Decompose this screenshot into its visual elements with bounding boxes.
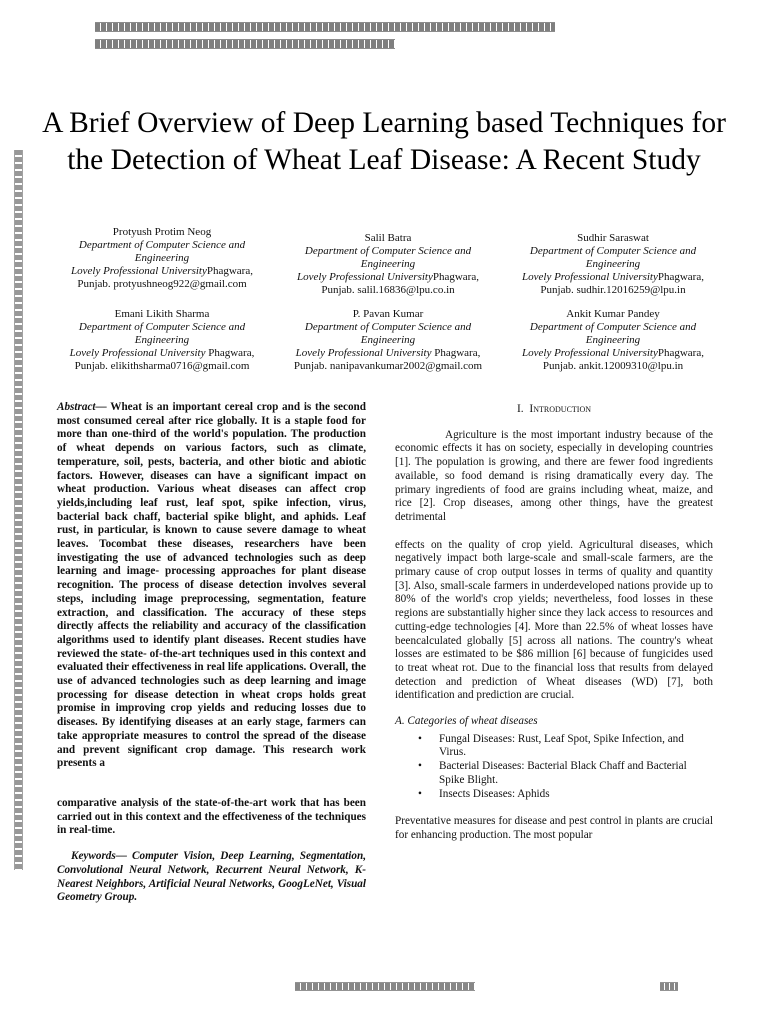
author-univ-line	[503, 347, 723, 360]
author-card	[278, 308, 498, 373]
abstract	[57, 401, 366, 771]
author-univ: Lovely Professional University	[71, 265, 207, 277]
right-column	[395, 403, 713, 843]
author-card	[503, 308, 723, 373]
list-item: • Fungal Diseases: Rust, Leaf Spot, Spike Infection, and Virus.	[437, 733, 713, 760]
keywords: Keywords— Computer Vision, Deep Learning, Segmentation, Convolutional Neural Network, Recurrent Neural Network, K-Nearest Neighbors, Artificial Neural Networks, GoogLeNet, Visual Geometry Group.	[57, 850, 366, 904]
author-contact: Punjab. elikithsharma0716@gmail.com	[74, 360, 250, 372]
section-title: Introduction	[529, 403, 592, 415]
author-contact: Punjab. ankit.12009310@lpu.in	[542, 360, 684, 372]
author-univ-line	[278, 347, 498, 360]
abstract-body: Wheat is an important cereal crop and is the second most consumed cereal after rice globally. It is a staple food for more than one-third of the world's population. The production of wheat depends on various factors, such as climate, temperature, soil, pests, bacteria, and other biotic and abiotic factors. However, diseases can have a significant impact on wheat production. Various wheat diseases can affect crop yields,including leaf rust, leaf spot, spike infection, virus, bacterial back chaff, bacterial spike blight, and aphids. Leaf rust, in particular, is known to cause severe damage to wheat leaves. Tocombat these diseases, researchers have been investigating the use of advanced technologies such as deep learning and image- processing approaches for plant disease recognition. The process of disease detection involves several steps, including image preprocessing, segmentation, feature extraction, and classification. The accuracy of these steps directly affects the reliability and accuracy of the classification algorithms used to identify plant diseases. Recent studies have reviewed the state- of-the-art techniques used in this context and evaluated their effectiveness in real life applications. Overall, the use of advanced technologies such as deep learning and image processing for disease detection in wheat crops holds great promise in improving crop yields and reducing losses due to diseases. By identifying diseases at an early stage, farmers can take appropriate measures to control the spread of the disease and prevent significant crop damage. This research work presents a	[57, 401, 366, 770]
author-contact: Punjab. sudhir.12016259@lpu.in	[540, 284, 686, 296]
author-name: Salil Batra	[364, 232, 412, 244]
footer-garbled-text	[295, 982, 475, 991]
author-name: P. Pavan Kumar	[352, 308, 424, 320]
author-dept: Department of Computer Science and Engineering	[529, 245, 697, 270]
author-card	[503, 232, 723, 297]
header-garbled-text	[95, 22, 565, 56]
abstract-lead: Abstract—	[57, 401, 107, 413]
author-contact: Punjab. salil.16836@lpu.co.in	[321, 284, 455, 296]
author-name: Ankit Kumar Pandey	[566, 308, 660, 320]
author-univ-line	[52, 347, 272, 360]
author-name: Sudhir Saraswat	[577, 232, 649, 244]
author-dept: Department of Computer Science and Engineering	[304, 245, 472, 270]
list-item: • Bacterial Diseases: Bacterial Black Chaff and Bacterial Spike Blight.	[437, 760, 713, 787]
author-contact: Punjab. nanipavankumar2002@gmail.com	[293, 360, 483, 372]
author-contact: Punjab. protyushneog922@gmail.com	[77, 278, 247, 290]
author-place: Phagwara,	[431, 347, 481, 359]
author-name: Protyush Protim Neog	[112, 226, 212, 238]
section-number: I.	[516, 403, 524, 415]
author-dept: Department of Computer Science and Engineering	[78, 321, 246, 346]
author-place: Phagwara,	[432, 271, 479, 283]
subsection-heading: A. Categories of wheat diseases	[395, 715, 538, 728]
header-line	[95, 39, 395, 49]
page-number-garbled	[660, 982, 678, 991]
author-dept: Department of Computer Science and Engineering	[529, 321, 697, 346]
author-card	[52, 308, 272, 373]
author-dept: Department of Computer Science and Engineering	[304, 321, 472, 346]
intro-paragraph-2: effects on the quality of crop yield. Agricultural diseases, which negatively impact both large-scale and small-scale farmers, are the primary cause of crop output losses in terms of quality and quantity [3]. Also, small-scale farmers in underdeveloped nations provide up to 80% of the world's crop yields; nevertheless, food losses in these regions are substantially higher since they lack access to resources and cutting-edge technologies [4]. More than 22.5% of wheat losses have beencalculated globally [5] across all nations. The country's wheat losses are estimated to be $86 million [6] because of fungicides used to treat wheat rot. Due to the financial loss that results from delayed detection and prediction of Wheat diseases (WD) [7], both identification and prediction are crucial.	[395, 538, 713, 702]
author-place: Phagwara,	[205, 347, 255, 359]
author-place: Phagwara,	[657, 271, 704, 283]
section-heading	[395, 403, 713, 417]
author-univ: Lovely Professional University	[522, 347, 658, 359]
author-place: Phagwara,	[206, 265, 253, 277]
disease-list	[395, 733, 713, 802]
intro-paragraph-3: Preventative measures for disease and pest control in plants are crucial for enhancing production. The most popular	[395, 815, 713, 841]
author-univ-line	[52, 265, 272, 278]
paper-title: A Brief Overview of Deep Learning based Techniques for the Detection of Wheat Leaf Disease: A Recent Study	[42, 107, 726, 176]
list-item: • Insects Diseases: Aphids	[437, 788, 713, 802]
author-univ: Lovely Professional University	[295, 347, 432, 359]
intro-paragraph-1: Agriculture is the most important industry because of the economic effects it has on society, especially in developing countries [1]. The population is growing, and there are fewer food ingredients available, so food demand is rising dramatically every day. The primary ingredients of food are grains including wheat, maize, and rice [2]. Crop diseases, among other things, have the greatest detrimental	[395, 428, 713, 523]
author-univ-line	[503, 271, 723, 284]
margin-garbled-text	[14, 150, 23, 870]
author-card	[52, 226, 272, 291]
author-univ-line	[278, 271, 498, 284]
abstract-continued: comparative analysis of the state-of-the-art work that has been carried out in this context and the effectiveness of the techniques in real-time.	[57, 796, 366, 837]
author-univ: Lovely Professional University	[297, 271, 433, 283]
author-card	[278, 232, 498, 297]
author-place: Phagwara,	[657, 347, 704, 359]
header-line	[95, 22, 555, 32]
author-univ: Lovely Professional University	[69, 347, 206, 359]
author-dept: Department of Computer Science and Engineering	[78, 239, 246, 264]
author-name: Emani Likith Sharma	[114, 308, 210, 320]
left-column	[57, 401, 366, 905]
author-univ: Lovely Professional University	[522, 271, 658, 283]
